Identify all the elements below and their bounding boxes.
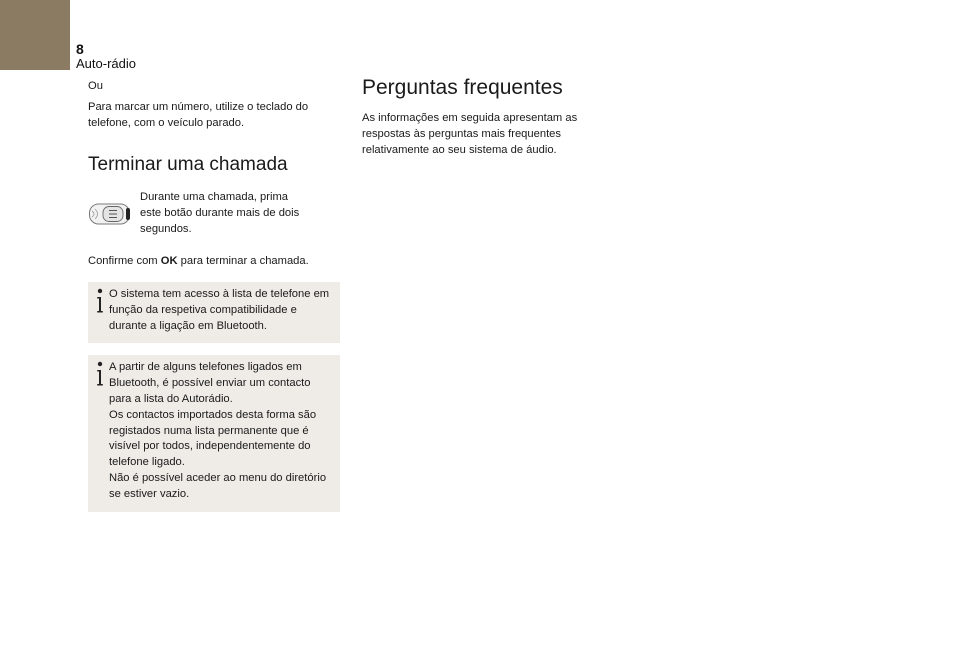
- end-call-heading: Terminar uma chamada: [88, 154, 288, 175]
- press-instruction-block: [88, 189, 340, 243]
- confirm-text: [88, 253, 340, 269]
- ok-keyword: OK: [160, 255, 178, 267]
- dial-instructions: Para marcar um número, utilize o teclado do telefone, com o veículo parado.: [88, 101, 309, 129]
- page-tab: [0, 0, 70, 70]
- or-text: Ou: [88, 80, 103, 92]
- right-column: [362, 75, 602, 158]
- info-note-phonebook-text: O sistema tem acesso à lista de telefone em função da respetiva compatibilidade e durante a ligação em Bluetooth.: [109, 288, 330, 332]
- info-icon: [96, 361, 104, 387]
- press-instruction-text: Durante uma chamada, prima este botão durante mais de dois segundos.: [140, 191, 300, 235]
- info-note-phonebook: [88, 282, 340, 343]
- info-note-contacts-line-1: A partir de alguns telefones ligados em Bluetooth, é possível enviar um contacto para a lista do Autorádio.: [109, 361, 311, 405]
- info-icon: [96, 288, 104, 314]
- page-number: 8: [76, 41, 84, 57]
- info-note-contacts-line-2: Os contactos importados desta forma são registados numa lista permanente que é visível por todos, independentemente do telefone ligado.: [109, 408, 317, 469]
- faq-intro: As informações em seguida apresentam as respostas às perguntas mais frequentes relativamente ao seu sistema de áudio.: [362, 112, 578, 156]
- confirm-suffix: para terminar a chamada.: [177, 255, 309, 267]
- left-column: [88, 78, 340, 512]
- faq-heading: Perguntas frequentes: [362, 76, 563, 99]
- info-note-contacts-line-3: Não é possível aceder ao menu do diretório se estiver vazio.: [109, 471, 327, 500]
- steering-wheel-control-icon: [88, 201, 132, 227]
- section-name: Auto-rádio: [76, 56, 136, 71]
- info-note-contacts: [88, 355, 340, 511]
- confirm-prefix: Confirme com: [88, 255, 161, 267]
